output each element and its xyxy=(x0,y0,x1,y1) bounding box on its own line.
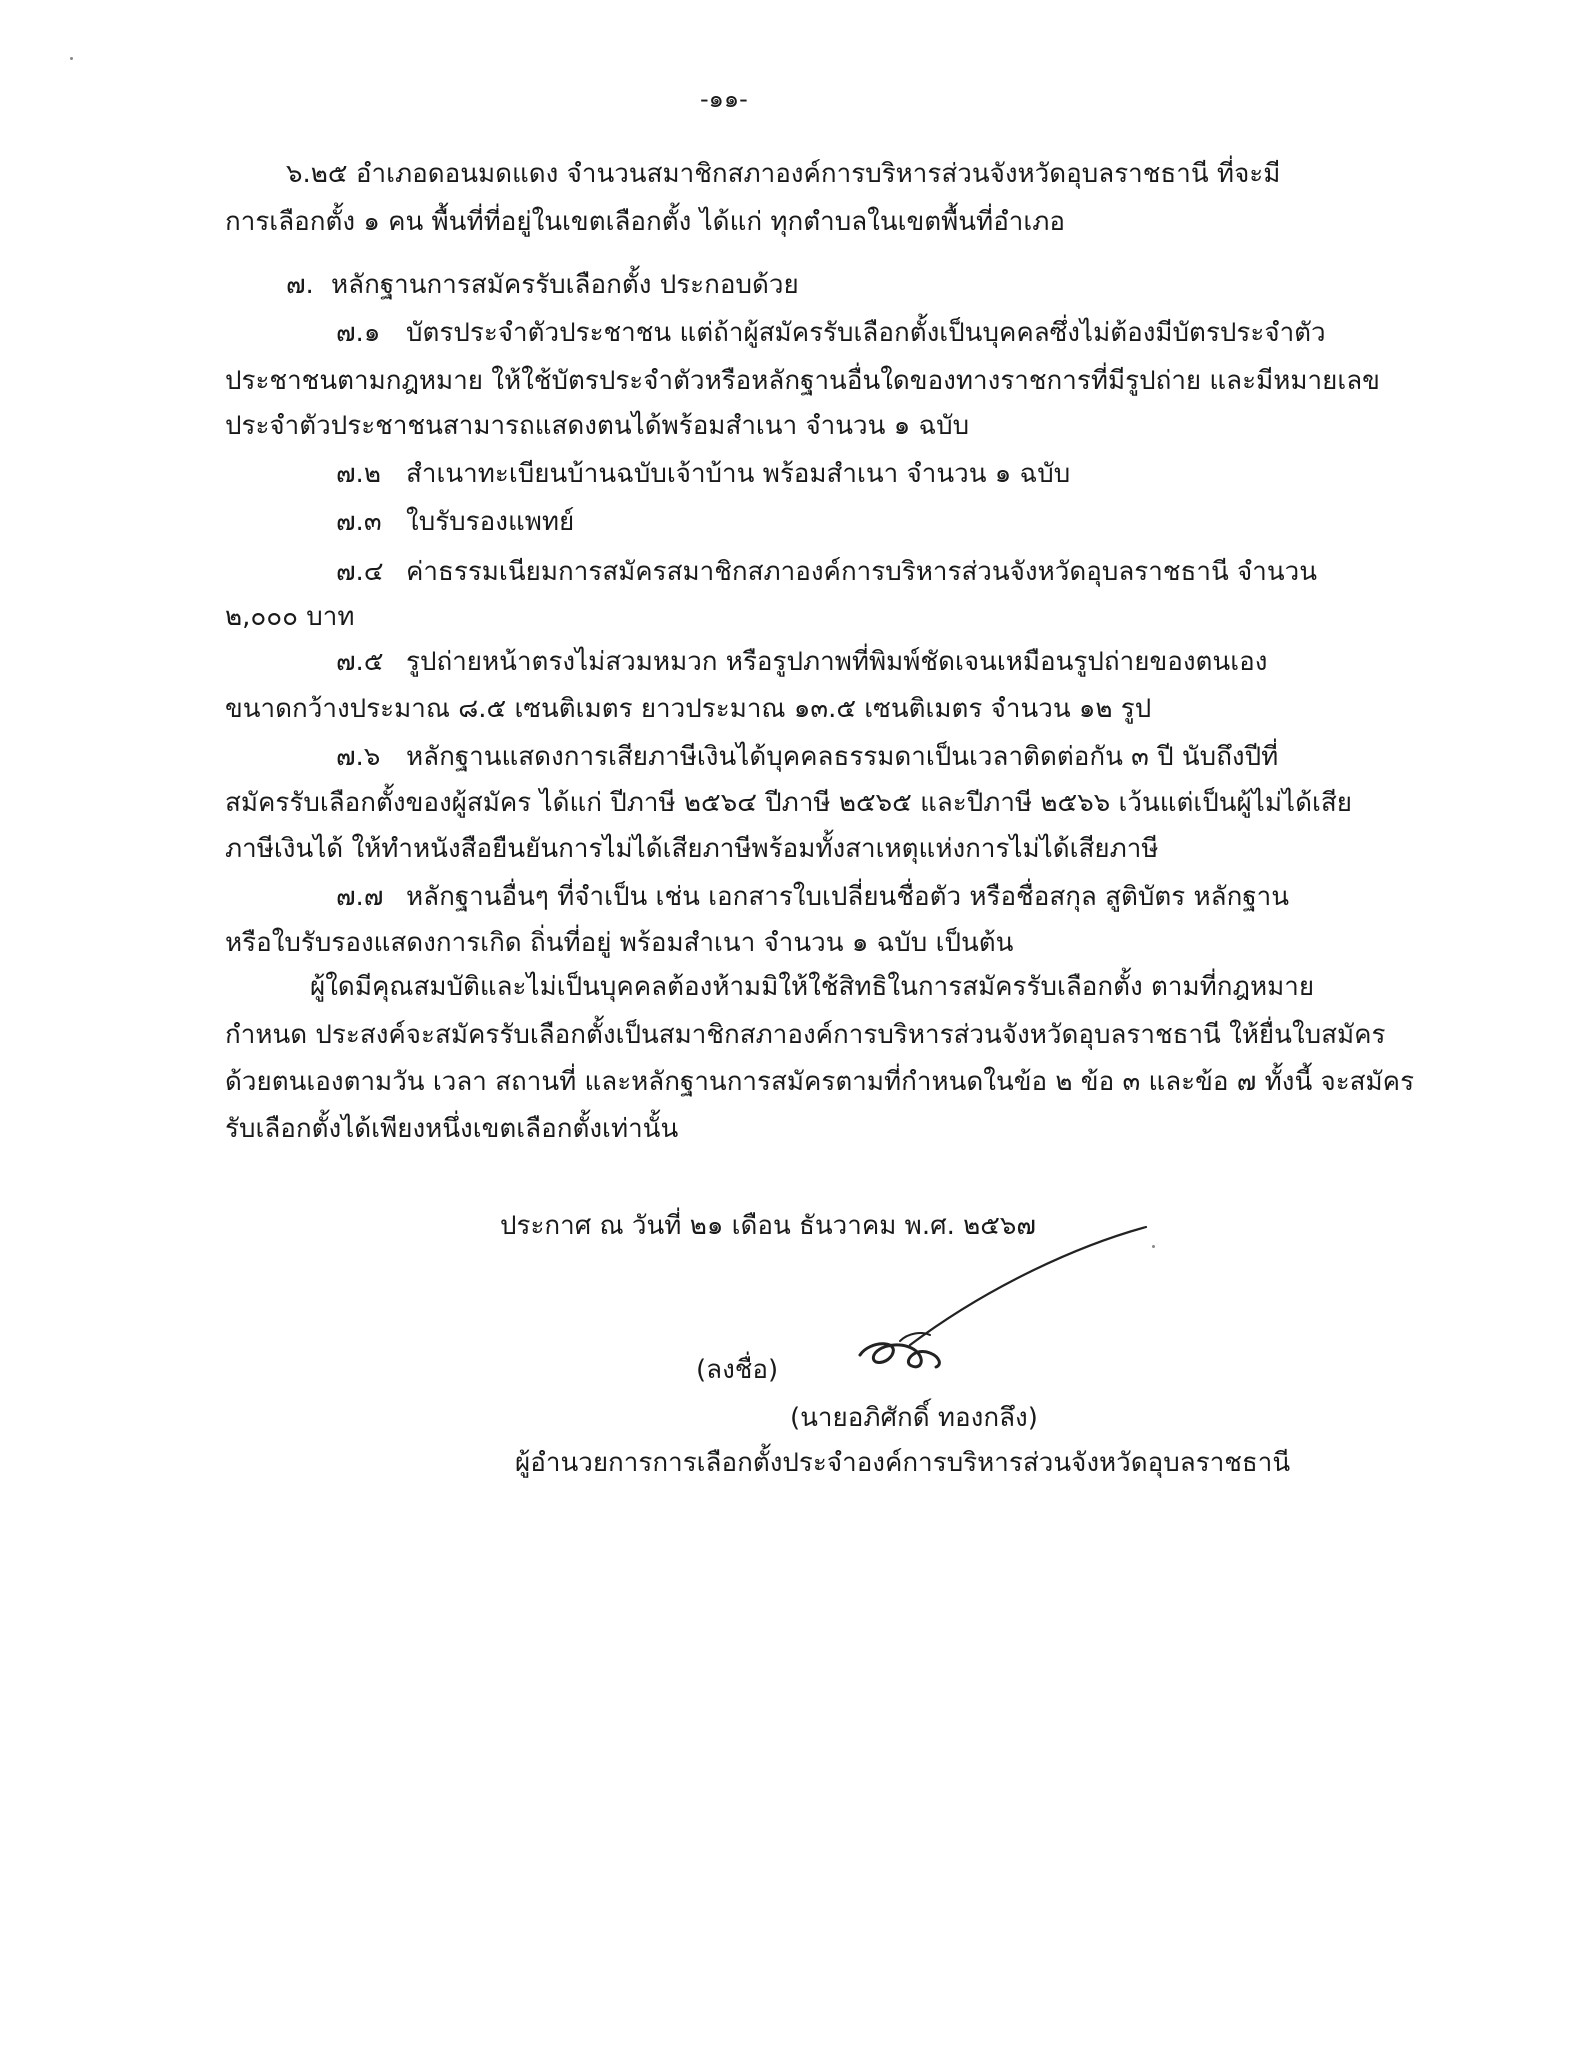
closing-line-1: ผู้ใดมีคุณสมบัติและไม่เป็นบุคคลต้องห้ามมิให้ใช้สิทธิในการสมัครรับเลือกตั้ง ตามที่กฎหมาย xyxy=(310,972,1315,1002)
item-7-6-line-3: ภาษีเงินได้ ให้ทำหนังสือยืนยันการไม่ได้เสียภาษีพร้อมทั้งสาเหตุแห่งการไม่ได้เสียภาษี xyxy=(225,834,1159,864)
item-7-5-text: รูปถ่ายหน้าตรงไม่สวมหมวก หรือรูปภาพที่พิมพ์ชัดเจนเหมือนรูปถ่ายของตนเอง xyxy=(406,647,1268,677)
sign-label: (ลงชื่อ) xyxy=(696,1355,779,1385)
announcement-date: ประกาศ ณ วันที่ ๒๑ เดือน ธันวาคม พ.ศ. ๒๕๖๗ xyxy=(500,1211,1036,1241)
item-7-1-number: ๗.๑ xyxy=(336,318,381,348)
closing-line-4: รับเลือกตั้งได้เพียงหนึ่งเขตเลือกตั้งเท่านั้น xyxy=(225,1114,679,1144)
item-7-3 xyxy=(336,505,574,539)
item-7-2-number: ๗.๒ xyxy=(336,459,381,489)
item-7-7-line-1 xyxy=(336,880,1289,914)
section-7-number: ๗. xyxy=(286,270,314,300)
item-7-5-line-1 xyxy=(336,645,1267,679)
item-7-1-line-1 xyxy=(336,316,1326,350)
item-7-6-line-1 xyxy=(336,740,1278,774)
item-7-3-number: ๗.๓ xyxy=(336,507,382,537)
signer-name: (นายอภิศักดิ์ ทองกลึง) xyxy=(790,1403,1038,1433)
item-7-6-line-2: สมัครรับเลือกตั้งของผู้สมัคร ได้แก่ ปีภาษี ๒๕๖๔ ปีภาษี ๒๕๖๕ และปีภาษี ๒๕๖๖ เว้นแต่เป็นผู้ไม่ได้เสีย xyxy=(225,788,1352,818)
item-7-1-line-2: ประชาชนตามกฎหมาย ให้ใช้บัตรประจำตัวหรือหลักฐานอื่นใดของทางราชการที่มีรูปถ่าย และมีหมายเลข xyxy=(225,366,1380,396)
item-7-4-line-2: ๒,๐๐๐ บาท xyxy=(225,602,355,632)
scan-speck xyxy=(70,57,73,60)
scan-speck xyxy=(1152,1245,1155,1248)
item-7-6-text: หลักฐานแสดงการเสียภาษีเงินได้บุคคลธรรมดาเป็นเวลาติดต่อกัน ๓ ปี นับถึงปีที่ xyxy=(406,742,1279,772)
section-7-heading-text: หลักฐานการสมัครรับเลือกตั้ง ประกอบด้วย xyxy=(331,270,799,300)
item-7-3-text: ใบรับรองแพทย์ xyxy=(406,507,575,537)
item-7-6-number: ๗.๖ xyxy=(336,742,381,772)
section-7-heading xyxy=(286,268,799,302)
signer-position: ผู้อำนวยการการเลือกตั้งประจำองค์การบริหารส่วนจังหวัดอุบลราชธานี xyxy=(515,1448,1291,1478)
section-6-25-line-2: การเลือกตั้ง ๑ คน พื้นที่ที่อยู่ในเขตเลือกตั้ง ได้แก่ ทุกตำบลในเขตพื้นที่อำเภอ xyxy=(225,207,1066,237)
item-7-5-number: ๗.๕ xyxy=(336,647,384,677)
closing-line-3: ด้วยตนเองตามวัน เวลา สถานที่ และหลักฐานการสมัครตามที่กำหนดในข้อ ๒ ข้อ ๓ และข้อ ๗ ทั้งนี้ จะสมัคร xyxy=(225,1067,1415,1097)
item-7-4-number: ๗.๔ xyxy=(336,557,384,587)
item-7-1-line-3: ประจำตัวประชาชนสามารถแสดงตนได้พร้อมสำเนา จำนวน ๑ ฉบับ xyxy=(225,411,970,441)
item-7-5-line-2: ขนาดกว้างประมาณ ๘.๕ เซนติเมตร ยาวประมาณ ๑๓.๕ เซนติเมตร จำนวน ๑๒ รูป xyxy=(225,694,1152,724)
item-7-4-text: ค่าธรรมเนียมการสมัครสมาชิกสภาองค์การบริหารส่วนจังหวัดอุบลราชธานี จำนวน xyxy=(406,557,1317,587)
item-7-4-line-1 xyxy=(336,555,1317,589)
item-7-2-text: สำเนาทะเบียนบ้านฉบับเจ้าบ้าน พร้อมสำเนา จำนวน ๑ ฉบับ xyxy=(406,459,1071,489)
item-7-7-number: ๗.๗ xyxy=(336,882,384,912)
page-number: -๑๑- xyxy=(700,85,748,113)
item-7-1-text: บัตรประจำตัวประชาชน แต่ถ้าผู้สมัครรับเลือกตั้งเป็นบุคคลซึ่งไม่ต้องมีบัตรประจำตัว xyxy=(406,318,1326,348)
closing-line-2: กำหนด ประสงค์จะสมัครรับเลือกตั้งเป็นสมาชิกสภาองค์การบริหารส่วนจังหวัดอุบลราชธานี ให้ยื่นใบสมัคร xyxy=(225,1020,1386,1050)
handwritten-signature xyxy=(830,1215,1150,1395)
section-6-25-line-1: ๖.๒๕ อำเภอดอนมดแดง จำนวนสมาชิกสภาองค์การบริหารส่วนจังหวัดอุบลราชธานี ที่จะมี xyxy=(286,159,1281,189)
item-7-7-line-2: หรือใบรับรองแสดงการเกิด ถิ่นที่อยู่ พร้อมสำเนา จำนวน ๑ ฉบับ เป็นต้น xyxy=(225,928,1014,958)
item-7-2 xyxy=(336,457,1070,491)
item-7-7-text: หลักฐานอื่นๆ ที่จำเป็น เช่น เอกสารใบเปลี่ยนชื่อตัว หรือชื่อสกุล สูติบัตร หลักฐาน xyxy=(406,882,1290,912)
